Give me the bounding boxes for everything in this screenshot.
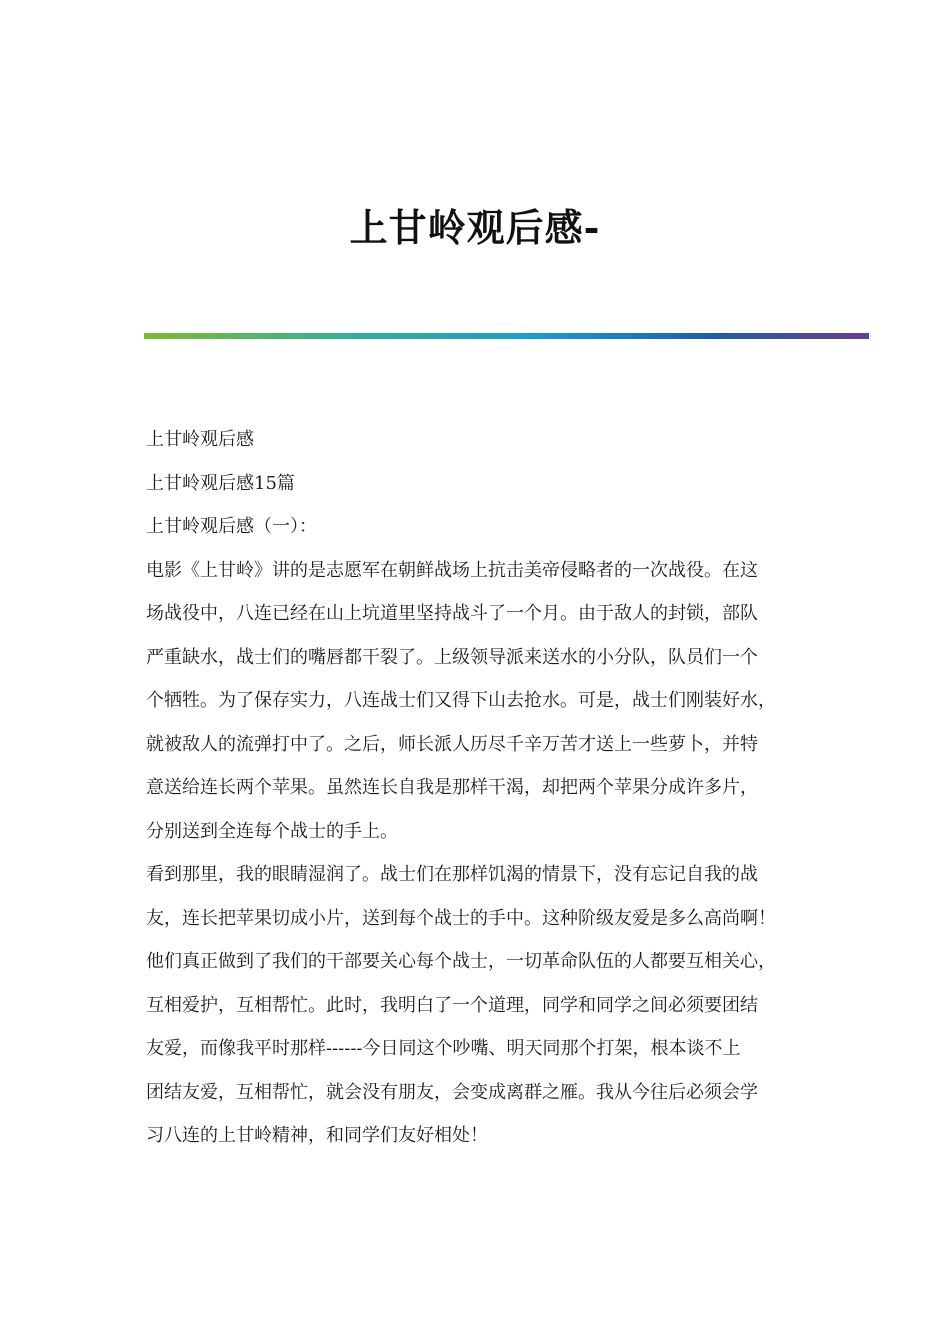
paragraph-line: 分别送到全连每个战士的手上。: [146, 820, 398, 842]
paragraph-line: 友，连长把苹果切成小片，送到每个战士的手中。这种阶级友爱是多么高尚啊！: [146, 907, 776, 929]
paragraph-line: 友爱，而像我平时那样------今日同这个吵嘴、明天同那个打架，根本谈不上: [146, 1038, 741, 1059]
paragraph-line: 就被敌人的流弹打中了。之后，师长派人历尽千辛万苦才送上一些萝卜，并特: [146, 733, 758, 755]
section-heading: 上甘岭观后感（一）：: [146, 516, 317, 537]
title-divider: [144, 333, 869, 339]
paragraph-line: 习八连的上甘岭精神，和同学们友好相处！: [146, 1125, 488, 1146]
paragraph-line: 看到那里，我的眼睛湿润了。战士们在那样饥渴的情景下，没有忘记自我的战: [146, 864, 758, 885]
document-body: [146, 418, 811, 1158]
paragraph-line: 个牺牲。为了保存实力，八连战士们又得下山去抢水。可是，战士们刚装好水，: [146, 690, 776, 711]
paragraph-line: 电影《上甘岭》讲的是志愿军在朝鲜战场上抗击美帝侵略者的一次战役。在这: [146, 559, 758, 581]
paragraph-line: 意送给连长两个苹果。虽然连长自我是那样干渴，却把两个苹果分成许多片，: [146, 777, 758, 798]
heading-line: 上甘岭观后感: [146, 429, 254, 450]
paragraph-line: 场战役中，八连已经在山上坑道里坚持战斗了一个月。由于敌人的封锁，部队: [146, 603, 758, 624]
paragraph-line: 严重缺水，战士们的嘴唇都干裂了。上级领导派来送水的小分队，队员们一个: [146, 646, 758, 668]
paragraph-line: 他们真正做到了我们的干部要关心每个战士，一切革命队伍的人都要互相关心，: [146, 951, 776, 972]
paragraph-line: 互相爱护，互相帮忙。此时，我明白了一个道理，同学和同学之间必须要团结: [146, 994, 758, 1016]
paragraph-line: 团结友爱，互相帮忙，就会没有朋友，会变成离群之雁。我从今往后必须会学: [146, 1081, 758, 1103]
page-title: 上甘岭观后感-: [349, 205, 601, 250]
subheading-line: 上甘岭观后感15篇: [146, 472, 295, 494]
